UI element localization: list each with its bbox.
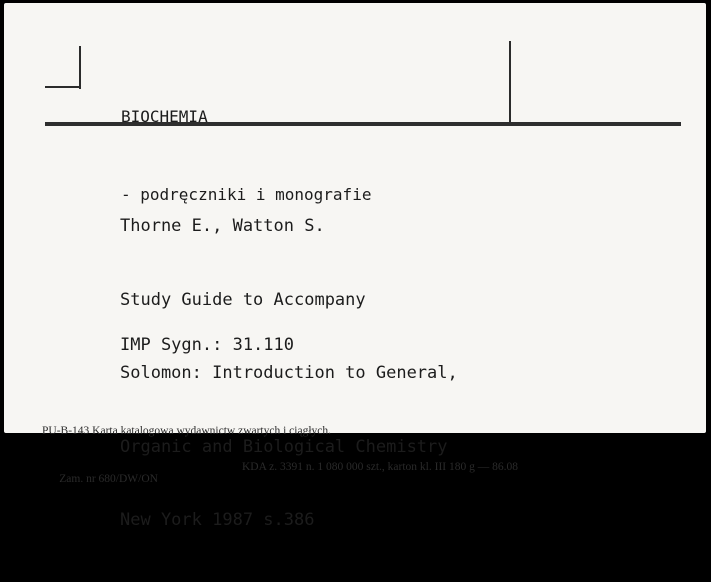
footer-line1: PU-B-143 Karta katalogowa wydawnictw zwartych i ciągłych. [42, 425, 332, 437]
bibliographic-entry [120, 165, 458, 582]
entry-title-line2: Solomon: Introduction to General, [120, 363, 458, 383]
footer-print-info: KDA z. 3391 n. 1 080 000 szt., karton kl. III 180 g — 86.08 [242, 461, 518, 473]
corner-mark-vertical [79, 46, 81, 89]
header-divider-vertical [509, 41, 511, 123]
entry-title-line1: Study Guide to Accompany [120, 289, 366, 310]
subject-heading-line2: - podręczniki i monografie [121, 185, 372, 204]
catalog-card [4, 3, 706, 530]
subject-heading-line1: BIOCHEMIA [121, 107, 208, 126]
call-number: IMP Sygn.: 31.110 [120, 335, 294, 355]
entry-title-line3: Organic and Biological Chemistry [120, 436, 448, 457]
entry-publication: New York 1987 s.386 [120, 510, 315, 530]
card-footer [42, 401, 518, 497]
corner-mark-horizontal [45, 86, 81, 88]
footer-order-number: Zam. nr 680/DW/ON [59, 473, 158, 485]
entry-authors: Thorne E., Watton S. [120, 216, 325, 236]
